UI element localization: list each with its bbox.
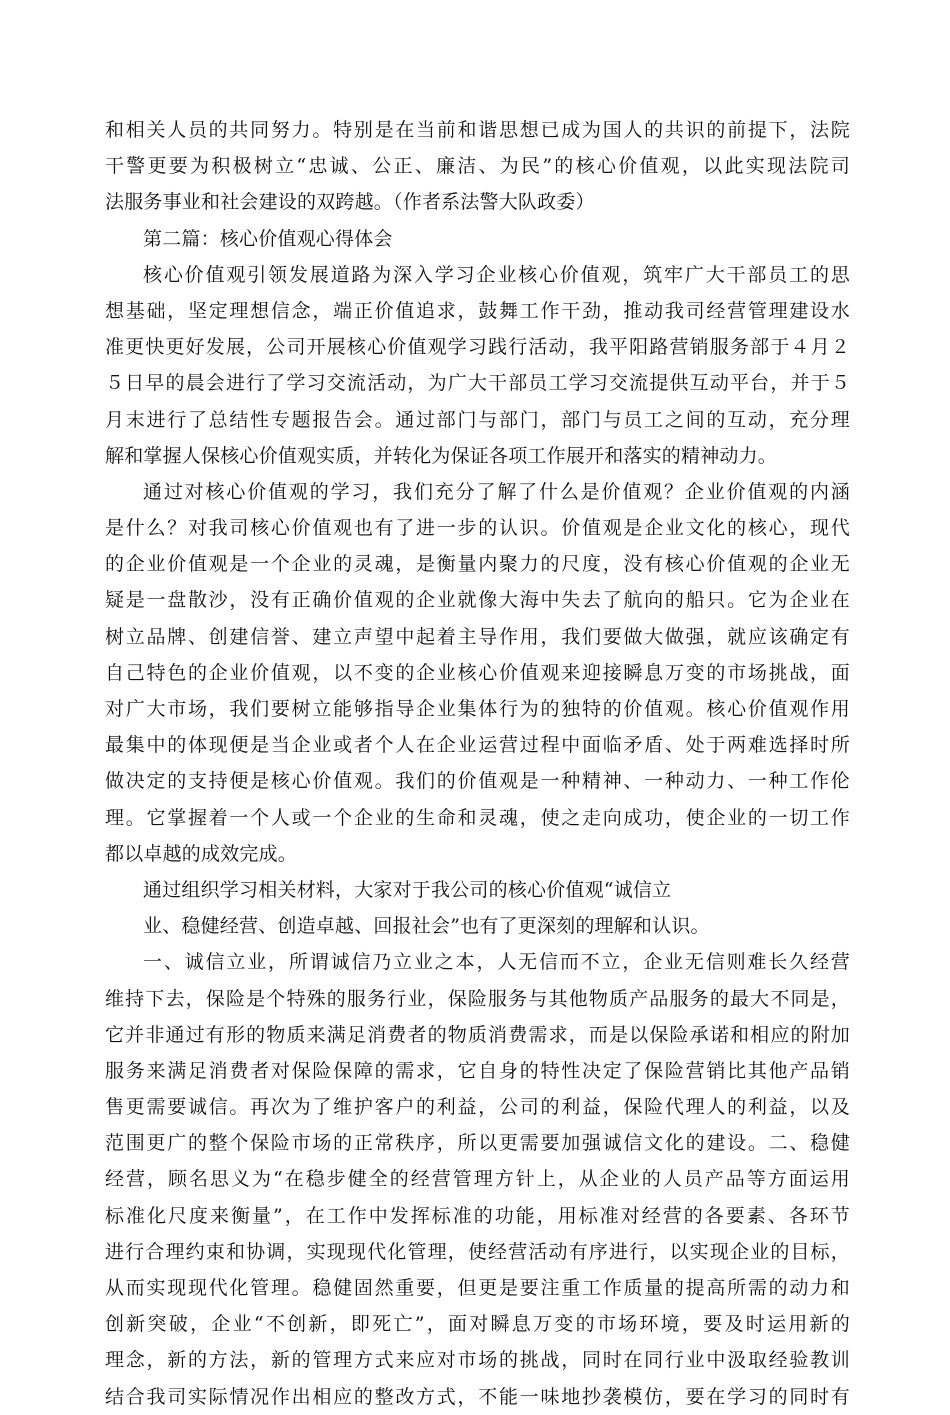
text-line: 解和掌握人保核心价值观实质，并转化为保证各项工作展开和落实的精神动力。 xyxy=(105,444,778,467)
text-line: 理。它掌握着一个人或一个企业的生命和灵魂，使之走向成功，使企业的一切工作 xyxy=(105,806,850,829)
text-line: 准更快更好发展，公司开展核心价值观学习践行活动，我平阳路营销服务部于４月２ xyxy=(105,336,850,359)
text-line: 的企业价值观是一个企业的灵魂，是衡量内聚力的尺度，没有核心价值观的企业无 xyxy=(105,553,850,576)
text-line: 它并非通过有形的物质来满足消费者的物质消费需求，而是以保险承诺和相应的附加 xyxy=(105,1023,850,1046)
text-line: 理念，新的方法，新的管理方式来应对市场的挑战，同时在同行业中汲取经验教训 xyxy=(105,1349,850,1372)
text-line: 通过对核心价值观的学习，我们充分了解了什么是价值观？企业价值观的内涵 xyxy=(143,480,850,503)
text-line: 范围更广的整个保险市场的正常秩序，所以更需要加强诚信文化的建设。二、稳健 xyxy=(105,1132,850,1155)
text-line: 都以卓越的成效完成。 xyxy=(105,842,298,865)
text-line: 第二篇：核心价值观心得体会 xyxy=(143,227,393,250)
text-line: 最集中的体现便是当企业或者个人在企业运营过程中面临矛盾、处于两难选择时所 xyxy=(105,734,850,757)
text-line: 做决定的支持便是核心价值观。我们的价值观是一种精神、一种动力、一种工作伦 xyxy=(105,770,850,793)
text-line: 是什么？对我司核心价值观也有了进一步的认识。价值观是企业文化的核心，现代 xyxy=(105,517,850,540)
text-line: ５日早的晨会进行了学习交流活动，为广大干部员工学习交流提供互动平台，并于５ xyxy=(105,372,850,395)
text-line: 疑是一盘散沙，没有正确价值观的企业就像大海中失去了航向的船只。它为企业在 xyxy=(105,589,850,612)
text-line: 和相关人员的共同努力。特别是在当前和谐思想已成为国人的共识的前提下，法院 xyxy=(105,119,850,141)
text-line: 干警更要为积极树立“忠诚、公正、廉洁、为民”的核心价值观，以此实现法院司 xyxy=(105,155,850,178)
text-line: 法服务事业和社会建设的双跨越。（作者系法警大队政委） xyxy=(105,191,595,214)
text-line: 树立品牌、创建信誉、建立声望中起着主导作用，我们要做大做强，就应该确定有 xyxy=(105,625,850,648)
text-line: 维持下去，保险是个特殊的服务行业，保险服务与其他物质产品服务的最大不同是， xyxy=(105,987,850,1010)
text-line: 结合我司实际情况作出相应的整改方式，不能一味地抄袭模仿，要在学习的同时有 xyxy=(105,1385,850,1408)
text-line: 从而实现现代化管理。稳健固然重要，但更是要注重工作质量的提高所需的动力和 xyxy=(105,1277,850,1299)
text-line: 自己特色的企业价值观，以不变的企业核心价值观来迎接瞬息万变的市场挑战，面 xyxy=(105,661,850,684)
text-line: 通过组织学习相关材料，大家对于我公司的核心价值观“诚信立 xyxy=(143,878,672,901)
text-line: 业、稳健经营、创造卓越、回报社会”也有了更深刻的理解和认识。 xyxy=(143,915,710,938)
text-line: 售更需要诚信。再次为了维护客户的利益，公司的利益，保险代理人的利益，以及 xyxy=(105,1096,850,1119)
text-line: 月末进行了总结性专题报告会。通过部门与部门，部门与员工之间的互动，充分理 xyxy=(105,408,850,431)
text-line: 进行合理约束和协调，实现现代化管理，使经营活动有序进行，以实现企业的目标， xyxy=(105,1240,850,1263)
text-line: 想基础，坚定理想信念，端正价值追求，鼓舞工作干劲，推动我司经营管理建设水 xyxy=(105,299,850,322)
text-line: 标准化尺度来衡量”，在工作中发挥标准的功能，用标准对经营的各要素、各环节 xyxy=(105,1204,850,1227)
document-body xyxy=(105,112,850,1415)
text-line: 一、诚信立业，所谓诚信乃立业之本，人无信而不立，企业无信则难长久经营 xyxy=(143,951,850,974)
text-line: 核心价值观引领发展道路为深入学习企业核心价值观，筑牢广大干部员工的思 xyxy=(143,263,850,286)
text-line: 创新突破，企业“不创新，即死亡”，面对瞬息万变的市场环境，要及时运用新的 xyxy=(105,1313,850,1336)
text-line: 服务来满足消费者对保险保障的需求，它自身的特性决定了保险营销比其他产品销 xyxy=(105,1059,850,1082)
text-line: 对广大市场，我们要树立能够指导企业集体行为的独特的价值观。核心价值观作用 xyxy=(105,698,850,720)
text-line: 经营，顾名思义为“在稳步健全的经营管理方针上，从企业的人员产品等方面运用 xyxy=(105,1168,850,1191)
